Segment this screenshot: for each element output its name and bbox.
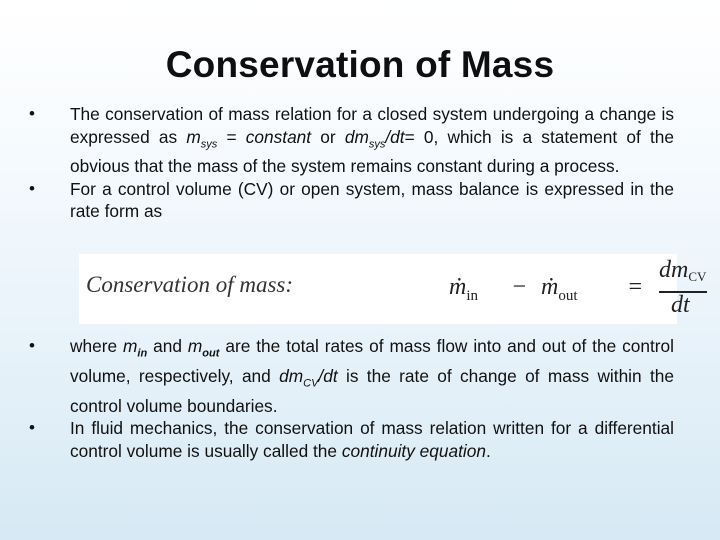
bullet-text: or <box>311 126 345 147</box>
term-continuity-equation: continuity equation <box>341 440 486 461</box>
equation-image <box>79 254 707 324</box>
bullet-text: and <box>147 336 188 356</box>
equation-formula <box>449 254 707 324</box>
bullet-text: The conservation of mass relation for a closed system undergoing a change is expressed as <box>70 104 674 147</box>
term-constant: constant <box>245 126 312 147</box>
slide-title: Conservation of Mass <box>165 44 555 85</box>
bullet-list-top <box>24 103 674 223</box>
fraction-denominator: dt <box>671 292 690 318</box>
m-dot-in: ṁ$_{in}$ <box>449 274 479 304</box>
equation-label: Conservation of mass: <box>86 272 293 297</box>
bullet-text: . <box>485 440 491 461</box>
bullet-text: = <box>217 126 246 147</box>
fraction-numerator: dmCV <box>659 257 707 284</box>
bullet-continuity <box>24 417 674 462</box>
bullet-list-bottom <box>24 335 674 462</box>
bullet-text: In fluid mechanics, the conservation of mass relation written for a differential control volume is usually called the <box>70 418 674 461</box>
bullet-text: For a control volume (CV) or open system, mass balance is expressed in the rate form as <box>70 178 674 222</box>
m-dot-out: ṁ$_{out}$ <box>541 274 578 304</box>
bullet-text: are the total rates of mass flow into and out of the control volume, respectively, and <box>70 336 674 386</box>
bullet-text: is the rate of change of mass within the control volume boundaries. <box>70 365 674 416</box>
bullet-where <box>24 335 674 417</box>
equals-sign: = <box>627 274 644 300</box>
symbol-m: $m_{sys}$ <box>186 126 218 150</box>
minus-sign: − <box>511 274 528 300</box>
bullet-text: = 0, which is a statement of the obvious that the mass of the system remains constant during a process. <box>70 126 675 177</box>
symbol-m-out: $m_{out}$ <box>187 336 220 360</box>
symbol-m-in: $m_{in}$ <box>123 336 148 360</box>
symbol-dm-sys: $dm_{sys}/dt$ <box>344 126 405 150</box>
bullet-text: where <box>70 336 123 356</box>
bullet-control-volume <box>24 178 674 223</box>
symbol-dm-cv: $dm_{CV}/dt$ <box>279 365 338 390</box>
bullet-closed-system <box>24 103 674 178</box>
